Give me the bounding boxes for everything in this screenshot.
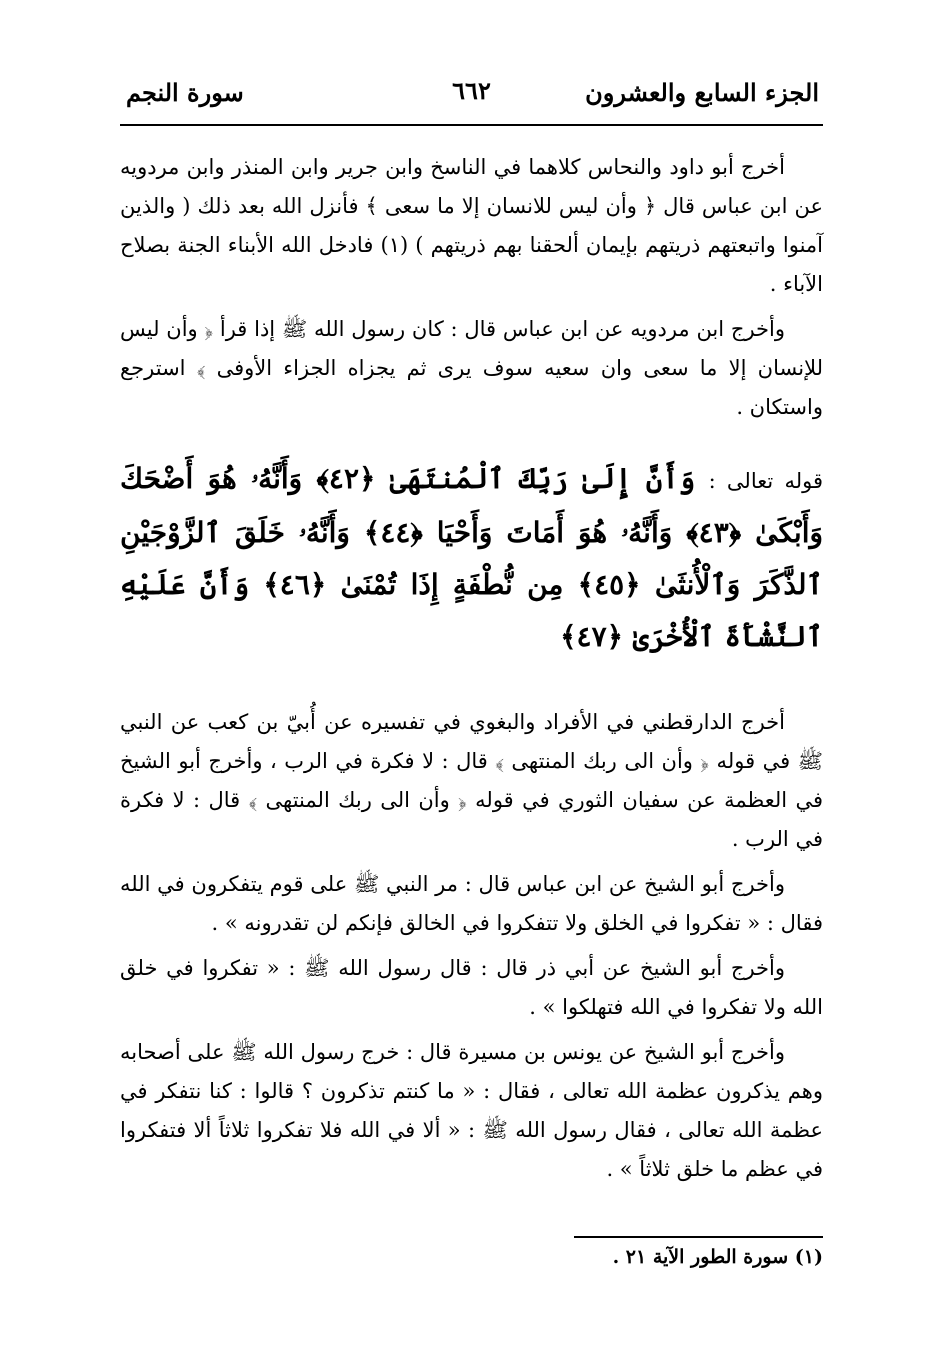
paragraph: وأخرج أبو الشيخ عن يونس بن مسيرة قال : خرج رسول الله ﷺ على أصحابه وهم يذكرون عظمة الله تعالى ، فقال : « ما كنتم تذكرون ؟ قالوا : كنا نتفكر في عظمة الله تعالى ، فقال رسول الله ﷺ : « ألا في الله فلا تفكروا ثلاثاً ألا فتفكروا في عظم ما خلق ثلاثاً » . xyxy=(120,1040,823,1181)
footnote: (١) سورة الطور الآية ٢١ . xyxy=(612,1246,823,1268)
quran-verses-block xyxy=(120,453,823,663)
paragraph: وأخرج أبو الشيخ عن ابن عباس قال : مر النبي ﷺ على قوم يتفكرون في الله فقال : « تفكروا في الخلق ولا تتفكروا في الخالق فإنكم لن تقدرونه » . xyxy=(120,872,823,935)
page-body xyxy=(120,148,823,1189)
book-page xyxy=(120,70,823,1195)
page-header xyxy=(120,70,823,126)
surah-title: سورة النجم xyxy=(126,78,244,107)
paragraph: أخرج الدارقطني في الأفراد والبغوي في تفسيره عن أُبيّ بن كعب عن النبي ﷺ في قوله ﴿ وأن الى ربك المنتهى ﴾ قال : لا فكرة في الرب ، وأخرج أبو الشيخ في العظمة عن سفيان الثوري في قوله ﴿ وأن الى ربك المنتهى ﴾ قال : لا فكرة في الرب . xyxy=(120,710,823,851)
quran-verses: وَأَنَّ إِلَىٰ رَبِّكَ ٱلْمُنتَهَىٰ ﴿٤٢﴾ وَأَنَّهُۥ هُوَ أَضْحَكَ وَأَبْكَىٰ ﴿٤٣﴾ وَأَنَّهُۥ هُوَ أَمَاتَ وَأَحْيَا ﴿٤٤﴾ وَأَنَّهُۥ خَلَقَ ٱلزَّوْجَيْنِ ٱلذَّكَرَ وَٱلْأُنثَىٰ ﴿٤٥﴾ مِن نُّطْفَةٍ إِذَا تُمْنَىٰ ﴿٤٦﴾ وَأَنَّ عَلَيْهِ ٱلنَّشْأَةَ ٱلْأُخْرَىٰ ﴿٤٧﴾ xyxy=(120,462,823,653)
paragraph: وأخرج ابن مردويه عن ابن عباس قال : كان رسول الله ﷺ إذا قرأ ﴿ وأن ليس للإنسان إلا ما سعى وان سعيه سوف يرى ثم يجزاه الجزاء الأوفى ﴾ استرجع واستكان . xyxy=(120,317,823,419)
footnote-separator xyxy=(574,1236,823,1238)
paragraph: أخرج أبو داود والنحاس كلاهما في الناسخ وابن جرير وابن المنذر وابن مردويه عن ابن عباس قال ﴿ وأن ليس للانسان إلا ما سعى ﴾ فأنزل الله بعد ذلك ( والذين آمنوا واتبعتهم ذريتهم بإيمان ألحقنا بهم ذريتهم ) (١) فادخل الله الأبناء الجنة بصلاح الآباء . xyxy=(120,155,824,296)
quran-intro: قوله تعالى : xyxy=(708,469,823,493)
paragraph: وأخرج أبو الشيخ عن أبي ذر قال : قال رسول الله ﷺ : « تفكروا في خلق الله ولا تفكروا في الله فتهلكوا » . xyxy=(120,956,823,1019)
juz-title: الجزء السابع والعشرون xyxy=(585,78,819,107)
page-number: ٦٦٢ xyxy=(452,76,491,105)
